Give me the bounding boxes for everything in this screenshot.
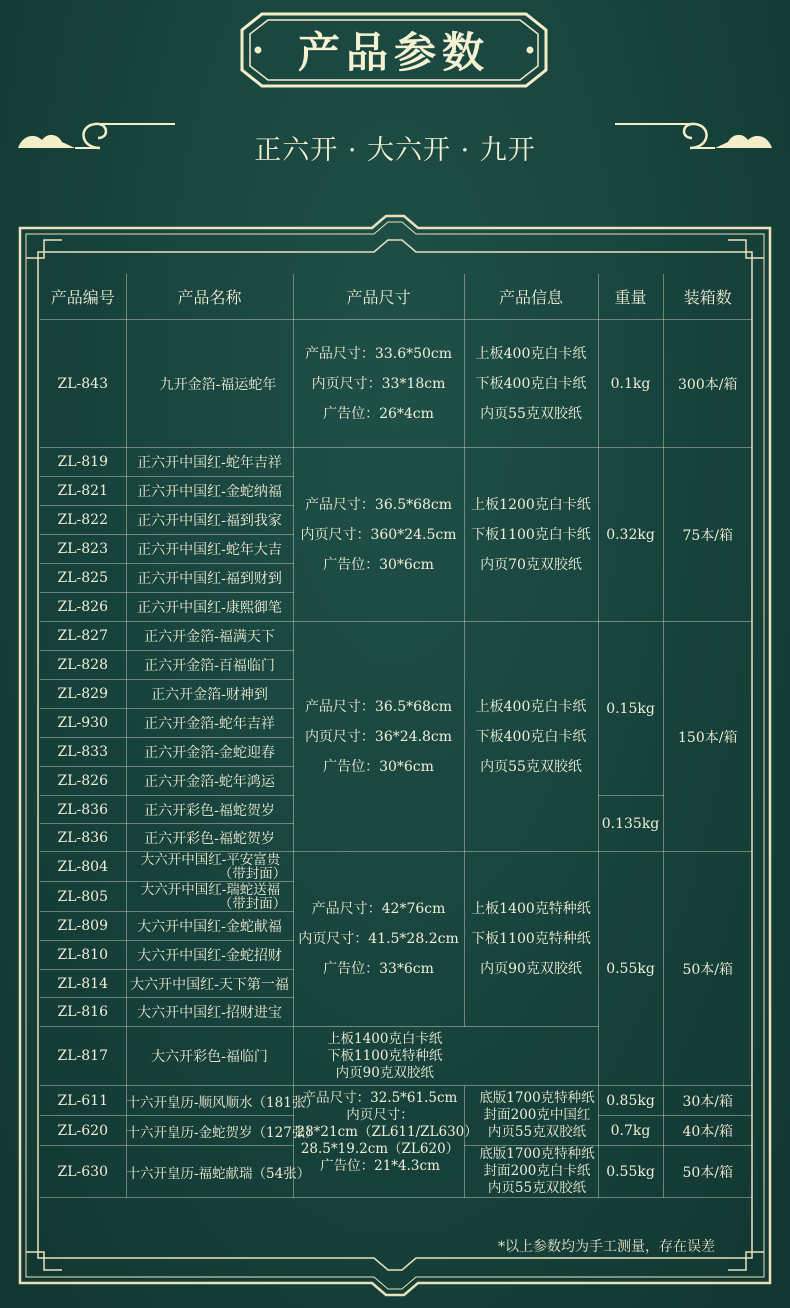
- product-name: 大六开中国红-招财进宝: [126, 998, 293, 1027]
- header-code: 产品编号: [40, 274, 126, 320]
- size-line: 产品尺寸：36.5*68cm: [304, 698, 453, 715]
- product-code: ZL-630: [40, 1146, 126, 1198]
- info-line: 上板1400克白卡纸: [327, 1030, 443, 1047]
- product-name-line: （带封面）: [218, 895, 287, 912]
- product-weight: 0.55kg: [598, 1146, 663, 1198]
- size-line: 广告位：26*4cm: [323, 405, 434, 422]
- product-code: ZL-826: [40, 767, 126, 796]
- product-name: 正六开金箔-蛇年吉祥: [126, 709, 293, 738]
- size-line: 广告位：33*6cm: [323, 961, 434, 977]
- product-name: 正六开金箔-福满天下: [126, 622, 293, 651]
- size-line: 广告位：30*6cm: [323, 556, 434, 573]
- product-name: 大六开中国红-金蛇招财: [126, 941, 293, 970]
- info-line: 内页70克双胶纸: [480, 556, 582, 573]
- spec-table: [40, 274, 752, 1198]
- product-name: 十六开皇历-福蛇献瑞（54张）: [126, 1146, 293, 1198]
- info-line: 上板400克白卡纸: [475, 698, 587, 715]
- table-row: [40, 1086, 752, 1116]
- product-size: [293, 852, 464, 1027]
- box-quantity: 300本/箱: [663, 320, 752, 448]
- product-weight: 0.1kg: [598, 320, 663, 448]
- product-name: 正六开中国红-金蛇纳福: [126, 477, 293, 506]
- product-name: 正六开中国红-福到财到: [126, 564, 293, 593]
- size-line: 28*21cm（ZL611/ZL630）: [296, 1124, 478, 1140]
- product-weight: 0.55kg: [598, 852, 663, 1086]
- product-name: 正六开中国红-康熙御笔: [126, 593, 293, 622]
- product-info: [464, 622, 598, 852]
- product-name: 正六开彩色-福蛇贺岁: [126, 824, 293, 852]
- product-name: 正六开中国红-蛇年大吉: [126, 535, 293, 564]
- product-size: [293, 320, 464, 448]
- header-weight: 重量: [598, 274, 663, 320]
- page-title: 产品参数: [297, 28, 490, 77]
- table-row: [40, 320, 752, 448]
- product-size: [293, 1086, 478, 1198]
- size-line: 产品尺寸：42*76cm: [311, 901, 446, 917]
- product-size: [293, 622, 464, 852]
- product-name-line: （带封面）: [218, 865, 287, 882]
- size-line: 广告位：30*6cm: [323, 758, 434, 775]
- product-code: ZL-829: [40, 680, 126, 709]
- product-info: [293, 1027, 464, 1086]
- product-weight: 0.85kg: [598, 1086, 663, 1116]
- box-quantity: 50本/箱: [663, 852, 752, 1086]
- box-quantity: 50本/箱: [663, 1146, 752, 1198]
- product-code: ZL-611: [40, 1086, 126, 1116]
- info-line: 内页55克双胶纸: [480, 405, 582, 422]
- footnote: *以上参数均为手工测量，存在误差: [498, 1239, 715, 1255]
- size-line: 内页尺寸：33*18cm: [311, 375, 446, 392]
- info-line: 底版1700克特种纸: [479, 1090, 595, 1106]
- size-line: 内页尺寸：: [346, 1107, 414, 1123]
- info-line: 下板1100克特种纸: [327, 1047, 443, 1064]
- product-info: [464, 852, 598, 1027]
- header-info: 产品信息: [464, 274, 598, 320]
- product-name: 大六开中国红-金蛇献福: [126, 912, 293, 941]
- product-info: [464, 1146, 598, 1198]
- size-line: 产品尺寸：36.5*68cm: [304, 496, 453, 513]
- product-info: [464, 1086, 598, 1146]
- product-info: [464, 448, 598, 622]
- product-code: ZL-821: [40, 477, 126, 506]
- info-line: 内页55克双胶纸: [480, 758, 582, 775]
- page-subtitle: 正六开 · 大六开 · 九开: [254, 135, 536, 166]
- product-code: ZL-814: [40, 970, 126, 998]
- info-line: 上板400克白卡纸: [475, 345, 587, 362]
- box-quantity: 75本/箱: [663, 448, 752, 622]
- header-name: 产品名称: [126, 274, 293, 320]
- size-line: 内页尺寸：41.5*28.2cm: [298, 931, 459, 947]
- product-name-line: 大六开中国红-平安富贵: [140, 851, 281, 868]
- product-name: 大六开中国红-天下第一福: [126, 970, 293, 998]
- table-row: [40, 852, 752, 882]
- product-code: ZL-810: [40, 941, 126, 970]
- size-line: 广告位：21*4.3cm: [320, 1158, 440, 1174]
- info-line: 上板1200克白卡纸: [471, 496, 591, 513]
- table-header-row: [40, 274, 752, 320]
- size-line: 内页尺寸：36*24.8cm: [304, 728, 453, 745]
- product-name: 正六开金箔-蛇年鸿运: [126, 767, 293, 796]
- info-line: 下板1100克白卡纸: [471, 526, 591, 543]
- product-name: 正六开金箔-百福临门: [126, 651, 293, 680]
- product-name: 正六开中国红-福到我家: [126, 506, 293, 535]
- info-line: 下板1100克特种纸: [471, 931, 591, 947]
- info-line: 内页55克双胶纸: [487, 1180, 587, 1196]
- product-name: [126, 882, 293, 912]
- box-quantity: 40本/箱: [663, 1116, 752, 1146]
- product-name: 正六开金箔-财神到: [126, 680, 293, 709]
- product-code: ZL-836: [40, 824, 126, 852]
- info-line: 封面200克中国红: [483, 1107, 591, 1123]
- product-name-line: 大六开中国红-瑞蛇送福: [140, 881, 281, 898]
- product-name: 大六开彩色-福临门: [126, 1027, 293, 1086]
- product-code: ZL-819: [40, 448, 126, 477]
- product-code: ZL-817: [40, 1027, 126, 1086]
- product-weight: 0.7kg: [598, 1116, 663, 1146]
- product-name: 正六开彩色-福蛇贺岁: [126, 796, 293, 824]
- info-line: 内页90克双胶纸: [480, 961, 582, 977]
- table-row: [40, 448, 752, 477]
- product-weight: 0.15kg: [598, 622, 663, 796]
- info-line: 下板400克白卡纸: [475, 375, 587, 392]
- product-name: [126, 852, 293, 882]
- product-code: ZL-805: [40, 882, 126, 912]
- product-code: ZL-930: [40, 709, 126, 738]
- product-code: ZL-833: [40, 738, 126, 767]
- info-line: 内页55克双胶纸: [487, 1124, 587, 1140]
- info-line: 上板1400克特种纸: [471, 901, 591, 917]
- product-code: ZL-809: [40, 912, 126, 941]
- header-box: 装箱数: [663, 274, 752, 320]
- product-name: 正六开金箔-金蛇迎春: [126, 738, 293, 767]
- box-quantity: 30本/箱: [663, 1086, 752, 1116]
- product-code: ZL-843: [40, 320, 126, 448]
- info-line: 封面200克白卡纸: [483, 1163, 591, 1179]
- product-code: ZL-804: [40, 852, 126, 882]
- product-code: ZL-826: [40, 593, 126, 622]
- size-line: 内页尺寸：360*24.5cm: [300, 526, 457, 543]
- product-code: ZL-827: [40, 622, 126, 651]
- product-name: 十六开皇历-顺风顺水（181张）: [126, 1086, 293, 1116]
- box-quantity: 150本/箱: [663, 622, 752, 852]
- product-code: ZL-825: [40, 564, 126, 593]
- info-line: 下板400克白卡纸: [475, 728, 587, 745]
- product-code: ZL-828: [40, 651, 126, 680]
- product-size: [293, 448, 464, 622]
- info-line: 内页90克双胶纸: [335, 1064, 434, 1081]
- size-line: 28.5*19.2cm（ZL620）: [300, 1141, 460, 1157]
- info-line: 底版1700克特种纸: [479, 1146, 595, 1162]
- product-weight: 0.32kg: [598, 448, 663, 622]
- product-name: 正六开中国红-蛇年吉祥: [126, 448, 293, 477]
- product-info: [464, 320, 598, 448]
- table-row: [40, 622, 752, 651]
- header-size: 产品尺寸: [293, 274, 464, 320]
- product-code: ZL-822: [40, 506, 126, 535]
- size-line: 产品尺寸：33.6*50cm: [304, 345, 453, 362]
- size-line: 产品尺寸：32.5*61.5cm: [302, 1090, 458, 1106]
- product-weight: 0.135kg: [598, 796, 663, 852]
- product-code: ZL-816: [40, 998, 126, 1027]
- product-code: ZL-823: [40, 535, 126, 564]
- product-name: 九开金箔-福运蛇年: [126, 320, 293, 448]
- product-name: 十六开皇历-金蛇贺岁（127张）: [126, 1116, 293, 1146]
- product-code: ZL-620: [40, 1116, 126, 1146]
- product-code: ZL-836: [40, 796, 126, 824]
